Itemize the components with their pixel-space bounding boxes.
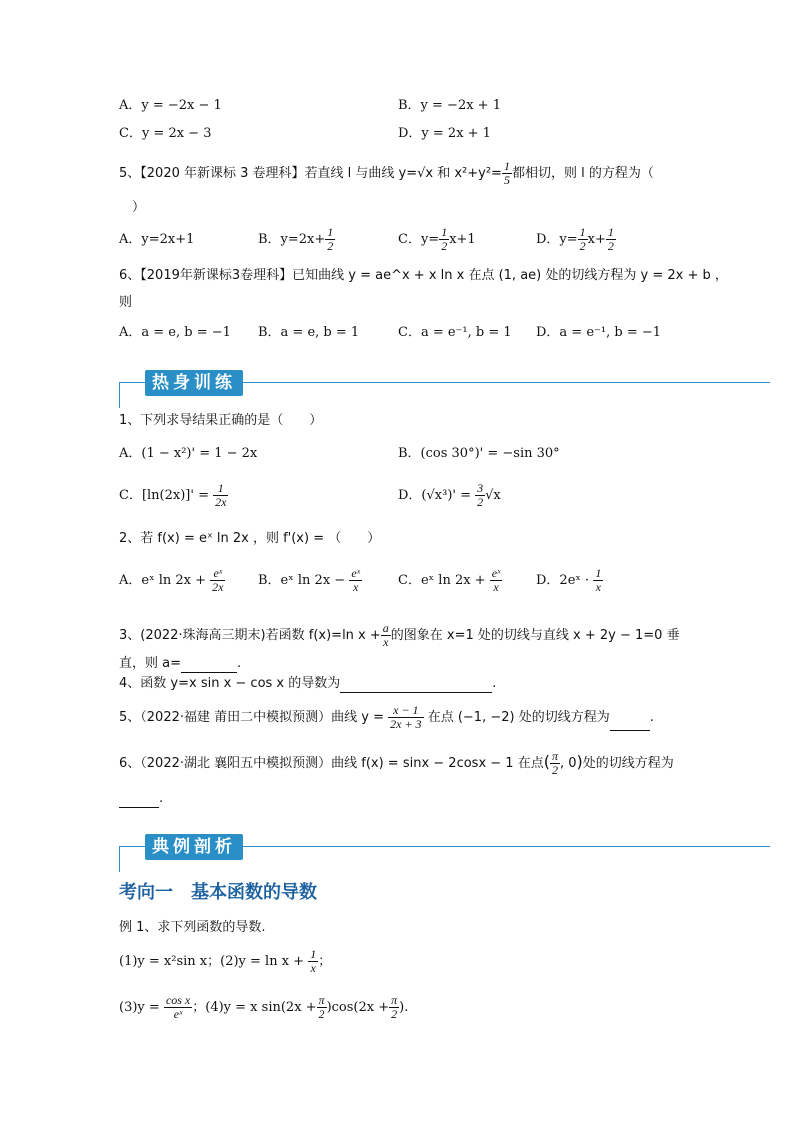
q6-option-b: B．a = e, b = 1	[258, 325, 360, 340]
q6-option-a: A．a = e, b = −1	[119, 325, 231, 340]
q5-close-paren: ）	[132, 200, 146, 215]
section-warmup-bar	[119, 370, 770, 400]
w2-option-d: D．2eˣ · $\frac{1}{x}$	[536, 566, 602, 594]
w4-answer-blank[interactable]	[340, 678, 492, 693]
w2-option-a: A．eˣ ln 2x + $\frac{\text{eˣ}}{2x}$	[119, 566, 224, 594]
q6-then: 则	[119, 295, 133, 310]
w4-stem: 4、函数 y=x sin x − cos x 的导数为 .	[119, 676, 497, 691]
w1-option-a: A．(1 − x²)' = 1 − 2x	[119, 446, 258, 461]
w6-stem: 6、（2022·湖北 襄阳五中模拟预测）曲线 f(x) = sinx − 2cosx − 1 在点( $\frac{\pi}{2}$ , 0)处的切线方程为	[119, 749, 674, 777]
prev-option-d: D．y = 2x + 1	[398, 126, 491, 141]
ex1-stem: 例 1、求下列函数的导数.	[119, 920, 266, 935]
q5-option-b: B．y=2x+ $\frac{1}{2}$	[258, 225, 334, 253]
q6-option-c: C．a = e⁻¹, b = 1	[398, 325, 512, 340]
prev-option-b: B．y = −2x + 1	[398, 98, 501, 113]
w2-option-b: B．eˣ ln 2x − $\frac{\text{eˣ}}{x}$	[258, 566, 361, 594]
w3-stem: 3、(2022·珠海高三期末)若函数 f(x)=ln x + $\frac{a}{x}$ 的图象在 x=1 处的切线与直线 x + 2y − 1=0 垂	[119, 621, 680, 649]
ex1-line2: (3)y = $\frac{\text{cos x}}{\text{eˣ}}$ ；(4)y = x sin(2x + $\frac{\pi}{2}$ )cos(2x + $\frac{\pi}{2}$ ).	[119, 993, 409, 1021]
section-examples-title: 典例剖析	[145, 834, 243, 860]
w2-option-c: C．eˣ ln 2x + $\frac{\text{eˣ}}{x}$	[398, 566, 501, 594]
w1-stem: 1、下列求导结果正确的是（ ）	[119, 413, 323, 428]
prev-option-a: A．y = −2x − 1	[119, 98, 222, 113]
w6-answer-blank[interactable]	[119, 793, 159, 808]
w1-option-c: C．[ln(2x)]' = $\frac{1}{2x}$	[119, 481, 227, 509]
w1-option-d: D．(√x³)' = $\frac{3}{2}$ √x	[398, 481, 501, 509]
w2-stem: 2、若 f(x) = eˣ ln 2x ，则 f'(x) = （ ）	[119, 531, 381, 546]
w5-answer-blank[interactable]	[610, 716, 650, 731]
topic-heading: 考向一 基本函数的导数	[119, 882, 317, 903]
section-warmup-title: 热身训练	[145, 370, 243, 396]
w3-line2: 直，则 a= .	[119, 656, 242, 671]
w5-stem: 5、（2022·福建 莆田二中模拟预测）曲线 y = $\frac{x - 1}{2x + 3}$ 在点 (−1, −2) 处的切线方程为 .	[119, 703, 654, 731]
q5-fraction: $\frac{1}{5}$	[503, 159, 510, 187]
q5-option-c: C．y= $\frac{1}{2}$ x+1	[398, 225, 476, 253]
q5-option-a: A．y=2x+1	[119, 232, 195, 247]
w1-option-b: B．(cos 30°)' = −sin 30°	[398, 446, 560, 461]
q6-option-d: D．a = e⁻¹, b = −1	[536, 325, 662, 340]
w6-line2: .	[119, 790, 163, 808]
q5-stem: 5、【2020 年新课标 3 卷理科】若直线 l 与曲线 y=√x 和 x²+y²= $\frac{1}{5}$ 都相切，则 l 的方程为（	[119, 159, 654, 187]
q6-stem: 6、【2019年新课标3卷理科】已知曲线 y = ae^x + x ln x 在点 (1, ae) 处的切线方程为 y = 2x + b ，	[119, 268, 728, 283]
ex1-line1: (1)y = x²sin x；(2)y = ln x + $\frac{1}{x}$ ；	[119, 947, 332, 975]
section-examples-bar	[119, 834, 770, 864]
w3-answer-blank[interactable]	[181, 658, 237, 673]
q5-option-d: D．y= $\frac{1}{2}$ x+ $\frac{1}{2}$	[536, 225, 614, 253]
prev-option-c: C．y = 2x − 3	[119, 126, 212, 141]
